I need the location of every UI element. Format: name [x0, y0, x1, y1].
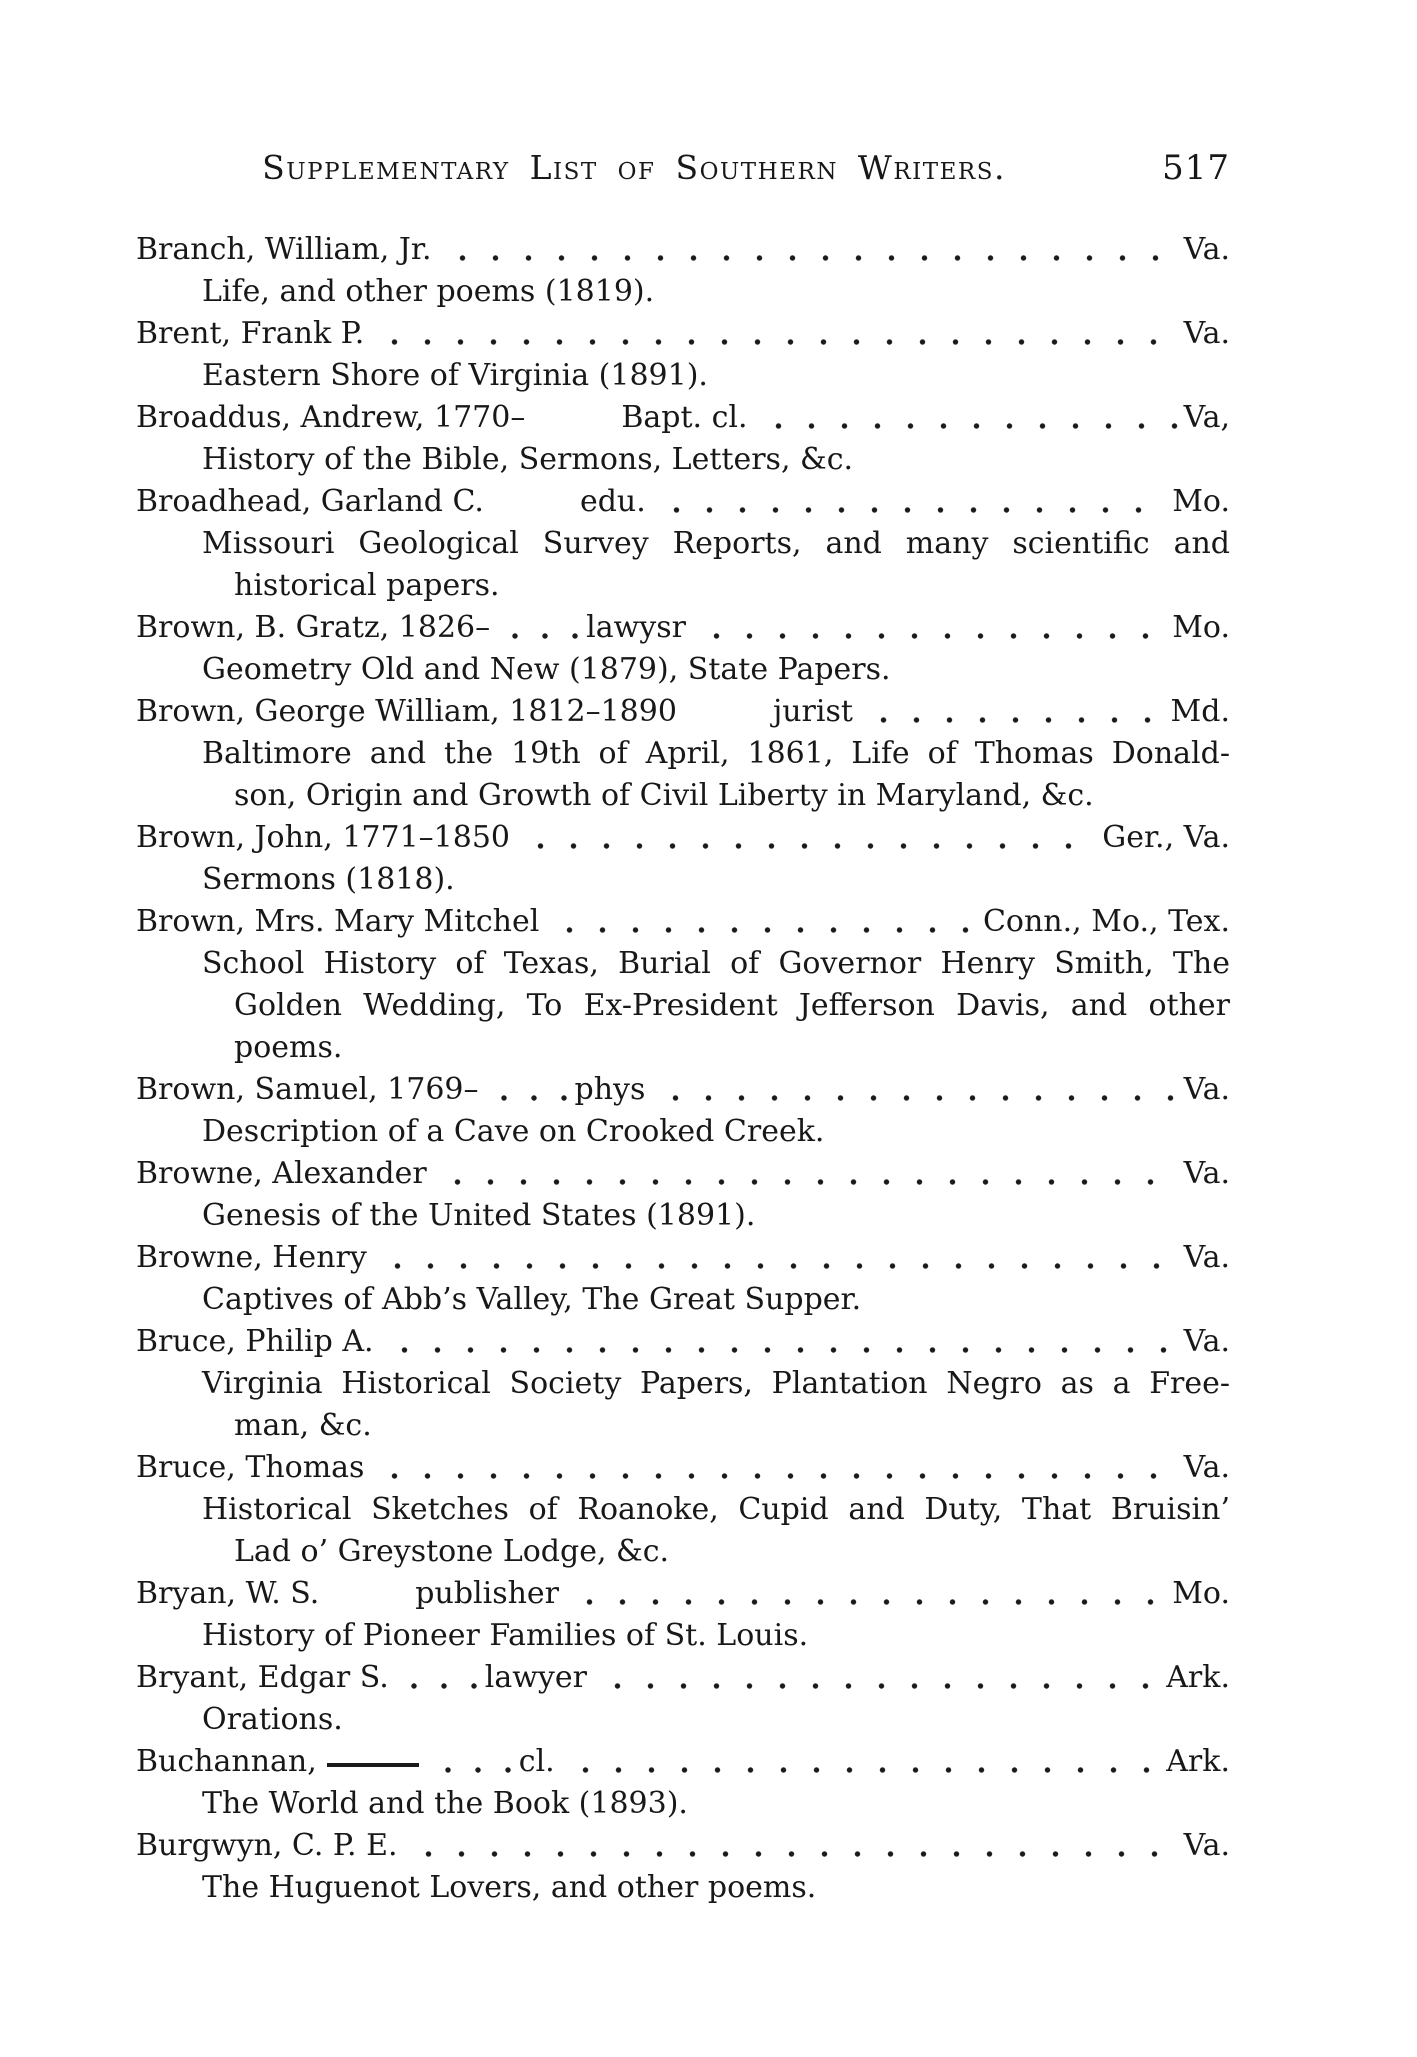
author-name: Brown, John, 1771–1850 [136, 820, 511, 855]
entry-author-line [136, 1447, 1230, 1489]
entry-author-line [136, 229, 1230, 271]
entry-author-line [136, 691, 1230, 733]
dot-leader [595, 1657, 1162, 1699]
author-name: Buchannan, [136, 1744, 317, 1779]
work-line: History of Pioneer Families of St. Louis. [202, 1618, 809, 1653]
dot-leader [547, 901, 979, 943]
entry-author-line [136, 1069, 1230, 1111]
work-line: Eastern Shore of Virginia (1891). [202, 358, 708, 393]
running-head [136, 148, 1230, 188]
work-line: Golden Wedding, To Ex-President Jefferson Davis, and other [234, 988, 1230, 1023]
dot-leader [435, 1153, 1180, 1195]
work-line: Captives of Abb’s Valley, The Great Supper. [202, 1282, 862, 1317]
author-name: Browne, Alexander [136, 1156, 427, 1191]
dot-leader [372, 1447, 1179, 1489]
writer-entry [136, 1573, 1230, 1657]
work-line: Geometry Old and New (1879), State Papers. [202, 652, 891, 687]
work-line: Orations. [202, 1702, 343, 1737]
writer-list [136, 229, 1230, 1909]
author-name: Brown, B. Gratz, 1826– [136, 610, 491, 645]
writer-entry [136, 1237, 1230, 1321]
dot-leader [375, 1237, 1180, 1279]
entry-author-line [136, 817, 1230, 859]
entry-author-line [136, 313, 1230, 355]
state-abbrev: Va. [1183, 316, 1230, 351]
pre-occupation-gap [677, 691, 773, 733]
entry-author-line [136, 607, 1230, 649]
work-line: Life, and other poems (1819). [202, 274, 655, 309]
pre-occupation-gap [479, 1069, 575, 1111]
state-abbrev: Md. [1170, 694, 1230, 729]
work-line: The Huguenot Lovers, and other poems. [202, 1870, 817, 1905]
writer-entry [136, 1321, 1230, 1447]
writer-entry [136, 691, 1230, 817]
writer-entry [136, 1657, 1230, 1741]
author-name: Bruce, Philip A. [136, 1324, 374, 1359]
dot-leader [654, 481, 1168, 523]
entry-author-line [136, 1825, 1230, 1867]
writer-entry [136, 901, 1230, 1069]
author-occupation: edu. [579, 484, 646, 519]
entry-author-line [136, 397, 1230, 439]
work-line: historical papers. [234, 568, 500, 603]
pre-occupation-gap [490, 607, 586, 649]
work-line: Sermons (1818). [202, 862, 455, 897]
state-abbrev: Mo. [1172, 484, 1230, 519]
author-name: Bryant, Edgar S. [136, 1660, 389, 1695]
writer-entry [136, 229, 1230, 313]
writer-entry [136, 313, 1230, 397]
writer-entry [136, 607, 1230, 691]
author-name: Branch, William, Jr. [136, 232, 432, 267]
author-name: Bruce, Thomas [136, 1450, 365, 1485]
author-name: Bryan, W. S. [136, 1576, 320, 1611]
work-line: Virginia Historical Society Papers, Plantation Negro as a Free- [202, 1366, 1230, 1401]
writer-entry [136, 1741, 1230, 1825]
author-occupation: cl. [518, 1744, 555, 1779]
author-name: Broadhead, Garland C. [136, 484, 484, 519]
blank-name-rule [327, 1763, 419, 1767]
dot-leader [440, 229, 1180, 271]
author-occupation: lawyer [484, 1660, 587, 1695]
writer-entry [136, 481, 1230, 607]
author-occupation: phys [574, 1072, 646, 1107]
author-name: Browne, Henry [136, 1240, 367, 1275]
state-abbrev: Mo. [1172, 610, 1230, 645]
dot-leader [653, 1069, 1179, 1111]
pre-occupation-gap [319, 1573, 415, 1615]
work-line: The World and the Book (1893). [202, 1786, 688, 1821]
work-line: Missouri Geological Survey Reports, and many scientific and [202, 526, 1230, 561]
work-line: Baltimore and the 19th of April, 1861, Life of Thomas Donald- [202, 736, 1230, 771]
work-line: Lad o’ Greystone Lodge, &c. [234, 1534, 670, 1569]
writer-entry [136, 1825, 1230, 1909]
writer-entry [136, 1069, 1230, 1153]
writer-entry [136, 1153, 1230, 1237]
work-line: son, Origin and Growth of Civil Liberty in Maryland, &c. [234, 778, 1094, 813]
state-abbrev: Ger., Va. [1102, 820, 1230, 855]
state-abbrev: Va. [1183, 1324, 1230, 1359]
author-occupation: publisher [415, 1576, 560, 1611]
author-name: Brent, Frank P. [136, 316, 365, 351]
author-occupation: lawysr [586, 610, 686, 645]
author-occupation: jurist [772, 694, 853, 729]
author-name: Broaddus, Andrew, 1770– [136, 400, 526, 435]
work-line: School History of Texas, Burial of Governor Henry Smith, The [202, 946, 1230, 981]
entry-author-line [136, 1573, 1230, 1615]
dot-leader [372, 313, 1179, 355]
entry-author-line [136, 1321, 1230, 1363]
work-line: man, &c. [234, 1408, 372, 1443]
state-abbrev: Va, [1183, 400, 1230, 435]
state-abbrev: Ark. [1166, 1744, 1230, 1779]
state-abbrev: Va. [1183, 1072, 1230, 1107]
work-line: History of the Bible, Sermons, Letters, &c. [202, 442, 854, 477]
state-abbrev: Conn., Mo., Tex. [982, 904, 1230, 939]
pre-occupation-gap [389, 1657, 485, 1699]
work-line: Historical Sketches of Roanoke, Cupid and Duty, That Bruisin’ [202, 1492, 1230, 1527]
dot-leader [694, 607, 1168, 649]
state-abbrev: Va. [1183, 1828, 1230, 1863]
dot-leader [563, 1741, 1163, 1783]
entry-author-line [136, 481, 1230, 523]
writer-entry [136, 817, 1230, 901]
entry-author-line [136, 1741, 1230, 1783]
page-number: 517 [1162, 148, 1230, 188]
entry-author-line [136, 1153, 1230, 1195]
work-line: poems. [234, 1030, 343, 1065]
dot-leader [406, 1825, 1180, 1867]
page-title: Supplementary List of Southern Writers. [262, 148, 1006, 187]
state-abbrev: Va. [1183, 1450, 1230, 1485]
state-abbrev: Va. [1183, 1240, 1230, 1275]
entry-author-line [136, 1237, 1230, 1279]
state-abbrev: Ark. [1166, 1660, 1230, 1695]
state-abbrev: Va. [1183, 232, 1230, 267]
author-name: Brown, George William, 1812–1890 [136, 694, 677, 729]
entry-author-line [136, 901, 1230, 943]
dot-leader [756, 397, 1180, 439]
state-abbrev: Mo. [1172, 1576, 1230, 1611]
writer-entry [136, 397, 1230, 481]
writer-entry [136, 1447, 1230, 1573]
dot-leader [518, 817, 1098, 859]
entry-author-line [136, 1657, 1230, 1699]
author-name: Brown, Mrs. Mary Mitchel [136, 904, 540, 939]
work-line: Description of a Cave on Crooked Creek. [202, 1114, 825, 1149]
work-line: Genesis of the United States (1891). [202, 1198, 756, 1233]
state-abbrev: Va. [1183, 1156, 1230, 1191]
author-name: Burgwyn, C. P. E. [136, 1828, 398, 1863]
pre-occupation-gap [484, 481, 580, 523]
author-occupation: Bapt. cl. [621, 400, 748, 435]
pre-occupation-gap [423, 1741, 519, 1783]
author-name: Brown, Samuel, 1769– [136, 1072, 479, 1107]
dot-leader [382, 1321, 1180, 1363]
pre-occupation-gap [525, 397, 621, 439]
dot-leader [567, 1573, 1168, 1615]
dot-leader [861, 691, 1167, 733]
